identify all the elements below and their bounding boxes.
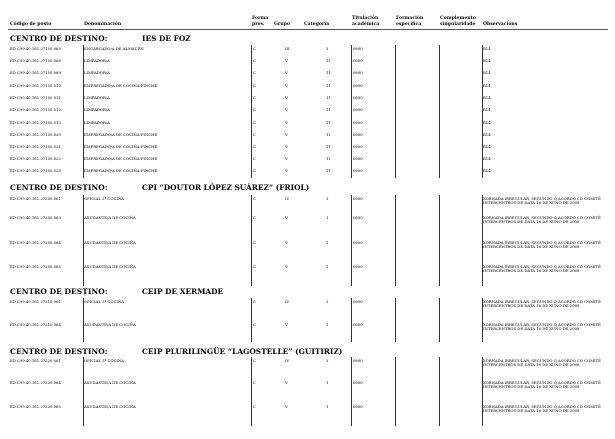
cell-grupo: IV <box>285 299 290 304</box>
cell-forma: C <box>253 196 256 201</box>
header-formacion-1: Formación <box>396 16 424 21</box>
cell-code: ED.C99.40.161.27220.061 <box>10 358 61 363</box>
cell-categoria: 11 <box>326 58 331 63</box>
section-label: CENTRO DE DESTINO: <box>10 183 108 192</box>
cell-forma: C <box>253 156 256 161</box>
cell-forma: C <box>253 120 256 125</box>
cell-titulacion: 0600 <box>353 83 363 88</box>
cell-categoria: 11 <box>326 120 331 125</box>
table-row <box>0 323 615 333</box>
section-label: CENTRO DE DESTINO: <box>10 347 108 356</box>
cell-grupo: III <box>285 46 290 51</box>
cell-categoria: 1 <box>326 380 329 385</box>
cell-code: ED.C99.40.161.27150.012 <box>10 107 61 112</box>
header-prov: prov. <box>252 22 265 27</box>
section-title <box>10 287 224 296</box>
cell-categoria: 5 <box>326 196 329 201</box>
cell-denominacion: ENCARGADO/A DE ALMACÉN <box>84 46 144 51</box>
cell-code: ED.C99.40.161.27210.061 <box>10 299 61 304</box>
cell-categoria: 11 <box>326 95 331 100</box>
section-label: CENTRO DE DESTINO: <box>10 287 108 296</box>
cell-forma: C <box>253 322 256 327</box>
cell-observaciones: B14 <box>483 46 491 51</box>
cell-denominacion: EMPREGADO/A DE COCIÑA-FINCHE <box>84 156 158 161</box>
header-complemento-1: Complemento <box>440 16 476 21</box>
table-row <box>0 216 615 226</box>
cell-denominacion: LIMPADOR/A <box>84 58 110 63</box>
cell-grupo: V <box>285 70 288 75</box>
cell-forma: C <box>253 132 256 137</box>
cell-grupo: V <box>285 120 288 125</box>
cell-denominacion: LIMPADOR/A <box>84 70 110 75</box>
cell-code: ED.C99.40.161.27200.064 <box>10 240 61 245</box>
cell-observaciones: XORNADA IRREGULAR, SEGUNDO O ACORDO CO COMITÉ INTERCENTROS DE DATA 16 DE XUÑO DE 2008 <box>483 196 601 206</box>
cell-code: ED.C99.40.161.27150.065 <box>10 46 61 51</box>
cell-denominacion: LIMPADOR/A <box>84 95 110 100</box>
cell-forma: C <box>253 83 256 88</box>
header-grupo: Grupo <box>274 22 290 27</box>
table-row <box>0 241 615 251</box>
cell-observaciones: B14 <box>483 58 491 63</box>
cell-observaciones: XORNADA IRREGULAR, SEGUNDO O ACORDO CO COMITÉ INTERCENTROS DE DATA 16 DE XUÑO DE 2008 <box>483 380 601 390</box>
table-row <box>0 157 615 167</box>
cell-observaciones: XORNADA IRREGULAR, SEGUNDO O ACORDO CO COMITÉ INTERCENTROS DE DATA 16 DE XUÑO DE 2008 <box>483 264 601 274</box>
cell-categoria: 1 <box>326 264 329 269</box>
section-center-name: CEIP DE XERMADE <box>142 287 224 296</box>
table-row <box>0 145 615 155</box>
header-denominacion: Denominación <box>84 22 122 27</box>
cell-observaciones: XORNADA IRREGULAR, SEGUNDO O ACORDO CO COMITÉ INTERCENTROS DE DATA 16 DE XUÑO DE 2008 <box>483 299 601 309</box>
cell-titulacion: 0600 <box>353 58 363 63</box>
section-center-name: CEIP PLURILINGÜE “LAGOSTELLE” (GUITIRIZ) <box>142 347 343 356</box>
cell-observaciones: B14 <box>483 83 491 88</box>
cell-grupo: IV <box>285 358 290 363</box>
cell-titulacion: 0600 <box>353 322 363 327</box>
table-row <box>0 84 615 94</box>
cell-forma: C <box>253 299 256 304</box>
cell-observaciones: B14 <box>483 107 491 112</box>
cell-categoria: 1 <box>326 322 329 327</box>
cell-grupo: V <box>285 215 288 220</box>
cell-denominacion: EMPREGADO/A DE COCIÑA-FINCHE <box>84 132 158 137</box>
cell-observaciones: XORNADA IRREGULAR, SEGUNDO O ACORDO CO COMITÉ INTERCENTROS DE DATA 16 DE XUÑO DE 2008 <box>483 215 601 225</box>
cell-categoria: 11 <box>326 107 331 112</box>
cell-categoria: 11 <box>326 156 331 161</box>
cell-grupo: V <box>285 107 288 112</box>
cell-denominacion: AXUDANTE/A DE COCIÑA <box>84 215 136 220</box>
cell-denominacion: EMPREGADO/A DE COCIÑA-FINCHE <box>84 144 158 149</box>
cell-titulacion: 0600 <box>353 358 363 363</box>
cell-grupo: V <box>285 132 288 137</box>
table-row <box>0 59 615 69</box>
cell-observaciones: B14 <box>483 120 491 125</box>
cell-code: ED.C99.40.161.27150.022 <box>10 156 61 161</box>
cell-titulacion: 0600 <box>353 156 363 161</box>
cell-code: ED.C99.40.161.27220.064 <box>10 380 61 385</box>
cell-observaciones: B14 <box>483 168 491 173</box>
table-row <box>0 359 615 369</box>
cell-forma: C <box>253 168 256 173</box>
cell-denominacion: AXUDANTE/A DE COCIÑA <box>84 404 136 409</box>
cell-titulacion: 0600 <box>353 168 363 173</box>
cell-denominacion: EMPREGADO/A DE COCIÑA-FINCHE <box>84 168 158 173</box>
table-row <box>0 133 615 143</box>
section-title <box>10 183 310 192</box>
section-label: CENTRO DE DESTINO: <box>10 34 108 43</box>
cell-titulacion: 0600 <box>353 264 363 269</box>
cell-forma: C <box>253 58 256 63</box>
cell-titulacion: 0600 <box>353 46 363 51</box>
cell-code: ED.C99.40.161.27150.069 <box>10 70 61 75</box>
cell-observaciones: B14 <box>483 132 491 137</box>
section-title <box>10 34 191 43</box>
cell-grupo: V <box>285 322 288 327</box>
cell-forma: C <box>253 107 256 112</box>
cell-categoria: 1 <box>326 240 329 245</box>
cell-code: ED.C99.40.161.27150.023 <box>10 168 61 173</box>
cell-categoria: 11 <box>326 168 331 173</box>
cell-categoria: 1 <box>326 215 329 220</box>
cell-grupo: V <box>285 404 288 409</box>
cell-grupo: V <box>285 380 288 385</box>
cell-titulacion: 0600 <box>353 120 363 125</box>
cell-titulacion: 0600 <box>353 215 363 220</box>
cell-forma: C <box>253 404 256 409</box>
cell-categoria: 11 <box>326 144 331 149</box>
table-row <box>0 405 615 415</box>
table-row <box>0 96 615 106</box>
cell-denominacion: OFICIAL 2ª COCIÑA <box>84 196 125 201</box>
cell-titulacion: 0600 <box>353 240 363 245</box>
cell-code: ED.C99.40.161.27150.020 <box>10 132 61 137</box>
cell-denominacion: AXUDANTE/A DE COCIÑA <box>84 264 136 269</box>
table-row <box>0 197 615 207</box>
cell-titulacion: 0600 <box>353 107 363 112</box>
section-center-name: IES DE FOZ <box>142 34 191 43</box>
table-row <box>0 71 615 81</box>
header-complemento-2: singularidade <box>440 22 476 27</box>
cell-observaciones: XORNADA IRREGULAR, SEGUNDO O ACORDO CO COMITÉ INTERCENTROS DE DATA 16 DE XUÑO DE 2008 <box>483 322 601 332</box>
cell-denominacion: OFICIAL 2ª COCIÑA <box>84 358 125 363</box>
cell-forma: C <box>253 264 256 269</box>
cell-observaciones: XORNADA IRREGULAR, SEGUNDO O ACORDO CO COMITÉ INTERCENTROS DE DATA 16 DE XUÑO DE 2008 <box>483 404 601 414</box>
cell-denominacion: AXUDANTE/A DE COCIÑA <box>84 240 136 245</box>
cell-observaciones: XORNADA IRREGULAR, SEGUNDO O ACORDO CO COMITÉ INTERCENTROS DE DATA 16 DE XUÑO DE 2008 <box>483 358 601 368</box>
cell-code: ED.C99.40.161.27150.021 <box>10 144 61 149</box>
header-codigo: Código de posto <box>10 22 52 27</box>
header-titulacion-2: académica <box>352 22 380 27</box>
cell-code: ED.C99.40.161.27150.010 <box>10 83 61 88</box>
cell-code: ED.C99.40.161.27220.065 <box>10 404 61 409</box>
cell-observaciones: B14 <box>483 95 491 100</box>
header-observaciones: Observacións <box>483 22 518 27</box>
cell-titulacion: 0600 <box>353 70 363 75</box>
header-formacion-2: específica <box>396 22 422 27</box>
table-row <box>0 47 615 57</box>
cell-categoria: 5 <box>326 46 329 51</box>
cell-forma: C <box>253 380 256 385</box>
cell-code: ED.C99.40.161.27150.068 <box>10 58 61 63</box>
cell-code: ED.C99.40.161.27200.063 <box>10 215 61 220</box>
cell-forma: C <box>253 215 256 220</box>
table-row <box>0 381 615 391</box>
cell-observaciones: B14 <box>483 70 491 75</box>
cell-categoria: 11 <box>326 83 331 88</box>
cell-titulacion: 0600 <box>353 95 363 100</box>
table-row <box>0 121 615 131</box>
cell-denominacion: AXUDANTE/A DE COCIÑA <box>84 380 136 385</box>
cell-grupo: V <box>285 264 288 269</box>
section-title <box>10 347 343 356</box>
cell-grupo: IV <box>285 196 290 201</box>
cell-forma: C <box>253 240 256 245</box>
cell-categoria: 11 <box>326 70 331 75</box>
header-titulacion-1: Titulación <box>352 16 379 21</box>
header-divider <box>8 29 608 30</box>
cell-grupo: V <box>285 144 288 149</box>
cell-code: ED.C99.40.161.27150.013 <box>10 120 61 125</box>
cell-grupo: V <box>285 168 288 173</box>
cell-forma: C <box>253 95 256 100</box>
cell-categoria: 5 <box>326 299 329 304</box>
cell-forma: C <box>253 70 256 75</box>
cell-forma: C <box>253 46 256 51</box>
cell-denominacion: AXUDANTE/A DE COCIÑA <box>84 322 136 327</box>
cell-denominacion: EMPREGADO/A DE COCIÑA-FINCHE <box>84 83 158 88</box>
cell-titulacion: 0600 <box>353 404 363 409</box>
cell-grupo: V <box>285 95 288 100</box>
table-row <box>0 169 615 179</box>
cell-observaciones: B14 <box>483 144 491 149</box>
cell-observaciones: B14 <box>483 156 491 161</box>
cell-titulacion: 0600 <box>353 144 363 149</box>
cell-titulacion: 0600 <box>353 132 363 137</box>
cell-grupo: V <box>285 83 288 88</box>
header-forma: Forma <box>252 16 269 21</box>
table-row <box>0 108 615 118</box>
cell-titulacion: 0600 <box>353 196 363 201</box>
cell-code: ED.C99.40.161.27200.061 <box>10 196 61 201</box>
cell-categoria: 11 <box>326 132 331 137</box>
cell-denominacion: LIMPADOR/A <box>84 107 110 112</box>
section-center-name: CPI “DOUTOR LÓPEZ SUÁREZ” (FRIOL) <box>142 183 310 192</box>
cell-titulacion: 0600 <box>353 299 363 304</box>
cell-grupo: V <box>285 156 288 161</box>
cell-grupo: V <box>285 58 288 63</box>
table-row <box>0 300 615 310</box>
table-row <box>0 265 615 275</box>
cell-forma: C <box>253 144 256 149</box>
cell-code: ED.C99.40.161.27200.065 <box>10 264 61 269</box>
cell-categoria: 5 <box>326 358 329 363</box>
cell-categoria: 1 <box>326 404 329 409</box>
cell-code: ED.C99.40.161.27210.064 <box>10 322 61 327</box>
cell-forma: C <box>253 358 256 363</box>
cell-denominacion: LIMPADOR/A <box>84 120 110 125</box>
cell-code: ED.C99.40.161.27150.011 <box>10 95 61 100</box>
cell-denominacion: OFICIAL 2ª COCIÑA <box>84 299 125 304</box>
cell-grupo: V <box>285 240 288 245</box>
cell-titulacion: 0600 <box>353 380 363 385</box>
header-categoria: Categoría <box>304 22 330 27</box>
cell-observaciones: XORNADA IRREGULAR, SEGUNDO O ACORDO CO COMITÉ INTERCENTROS DE DATA 16 DE XUÑO DE 2008 <box>483 240 601 250</box>
